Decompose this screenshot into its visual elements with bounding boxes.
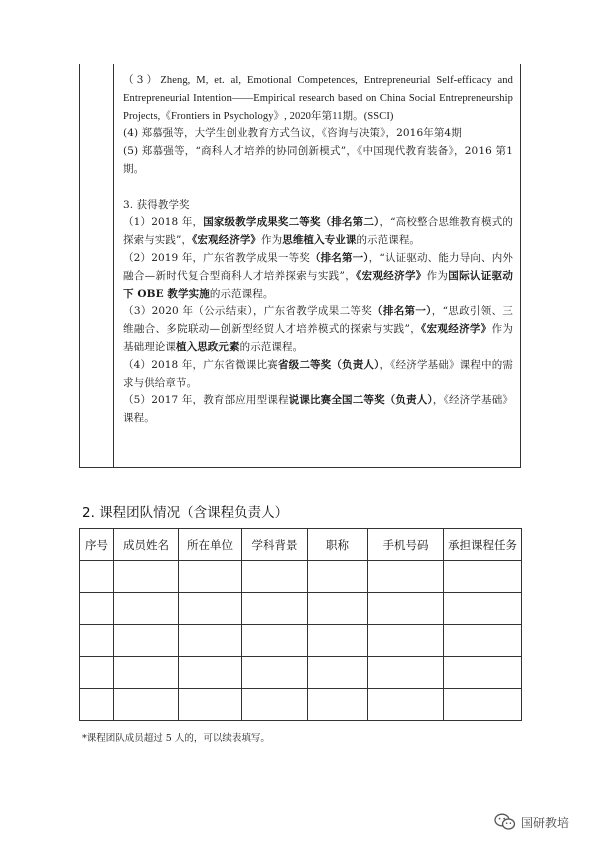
table-cell[interactable] <box>114 657 179 689</box>
achievements-content <box>123 72 513 428</box>
table-cell[interactable] <box>179 625 242 657</box>
table-row <box>80 657 522 689</box>
header-unit: 所在单位 <box>179 529 242 561</box>
table-cell[interactable] <box>368 657 444 689</box>
table-cell[interactable] <box>308 593 368 625</box>
table-cell[interactable] <box>80 689 114 721</box>
achievement-item-4: (4) 郑慕强等，大学生创业教育方式刍议，《咨询与决策》，2016年第4期 <box>123 127 462 140</box>
award-item-5: （5）2017 年，教育部应用型课程说课比赛全国二等奖（负责人），《经济学基础》课程。 <box>123 394 513 425</box>
column-divider <box>113 64 114 467</box>
achievement-item-3: （3）Zheng, M, et. al, Emotional Competences, Entrepreneurial Self-efficacy and Entrepreneurial Intention——Empirical research based on China Social Entrepreneurship Projects,《Frontiers in Psychology》, 2020年第11期。(SSCI) <box>123 74 513 122</box>
award-item-1: （1）2018 年，国家级教学成果奖二等奖（排名第二），“高校整合思维教育模式的探索与实践”，《宏观经济学》作为思维植入专业课的示范课程。 <box>123 216 514 247</box>
header-index: 序号 <box>80 529 114 561</box>
table-cell[interactable] <box>179 593 242 625</box>
table-cell[interactable] <box>308 689 368 721</box>
award-item-4: （4）2018 年，广东省微课比赛省级二等奖（负责人），《经济学基础》课程中的需求与供给章节。 <box>123 358 513 389</box>
table-cell[interactable] <box>179 561 242 593</box>
table-cell[interactable] <box>80 593 114 625</box>
table-cell[interactable] <box>444 561 522 593</box>
table-cell[interactable] <box>80 561 114 593</box>
spacer <box>123 179 513 197</box>
table-cell[interactable] <box>444 593 522 625</box>
watermark-text: 国研教培 <box>521 815 570 830</box>
table-cell[interactable] <box>368 561 444 593</box>
team-table-header-row <box>80 529 522 561</box>
table-cell[interactable] <box>308 625 368 657</box>
award-item-3: （3）2020 年（公示结束），广东省教学成果二等奖（排名第一），“思政引领、三维融合、多院联动—创新型经贸人才培养模式的探索与实践”，《宏观经济学》作为基础理论课植入思政元素的示范课程。 <box>123 305 514 353</box>
wechat-icon <box>494 813 516 831</box>
table-cell[interactable] <box>368 625 444 657</box>
header-task: 承担课程任务 <box>444 529 522 561</box>
table-row <box>80 689 522 721</box>
table-cell[interactable] <box>179 689 242 721</box>
table-cell[interactable] <box>368 689 444 721</box>
watermark <box>494 813 569 831</box>
achievements-table-cell <box>79 64 521 468</box>
header-phone: 手机号码 <box>368 529 444 561</box>
table-cell[interactable] <box>242 593 308 625</box>
table-cell[interactable] <box>80 657 114 689</box>
footnote: *课程团队成员超过 5 人的，可以续表填写。 <box>82 733 270 744</box>
header-title: 职称 <box>308 529 368 561</box>
section-title: 2. 课程团队情况（含课程负责人） <box>82 505 289 521</box>
table-cell[interactable] <box>114 689 179 721</box>
table-row <box>80 561 522 593</box>
table-cell[interactable] <box>308 561 368 593</box>
table-row <box>80 593 522 625</box>
table-cell[interactable] <box>444 689 522 721</box>
table-cell[interactable] <box>444 625 522 657</box>
awards-heading: 3. 获得教学奖 <box>123 198 190 211</box>
header-member-name: 成员姓名 <box>114 529 179 561</box>
table-cell[interactable] <box>242 657 308 689</box>
table-cell[interactable] <box>114 593 179 625</box>
team-table <box>79 528 522 721</box>
table-cell[interactable] <box>179 657 242 689</box>
header-discipline: 学科背景 <box>242 529 308 561</box>
table-cell[interactable] <box>80 625 114 657</box>
table-cell[interactable] <box>242 689 308 721</box>
table-cell[interactable] <box>114 625 179 657</box>
table-cell[interactable] <box>242 561 308 593</box>
table-cell[interactable] <box>114 561 179 593</box>
table-row <box>80 625 522 657</box>
table-cell[interactable] <box>444 657 522 689</box>
award-item-2: （2）2019 年，广东省教学成果一等奖（排名第一），“认证驱动、能力导向、内外融合—新时代复合型商科人才培养探索与实践”，《宏观经济学》作为国际认证驱动下 OBE 教学实施的示范课程。 <box>123 251 513 300</box>
table-cell[interactable] <box>368 593 444 625</box>
table-cell[interactable] <box>242 625 308 657</box>
achievement-item-5: (5) 郑慕强等，“商科人才培养的协同创新模式”，《中国现代教育装备》，2016 第1期。 <box>123 145 513 175</box>
table-cell[interactable] <box>308 657 368 689</box>
